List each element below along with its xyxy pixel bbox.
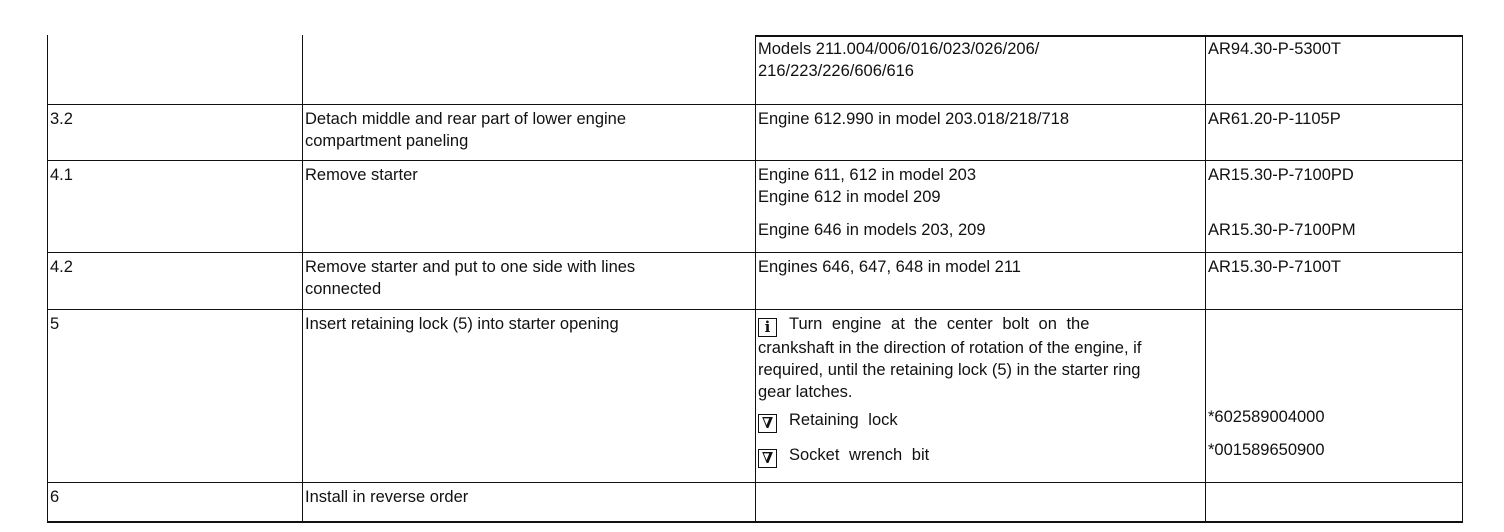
action-cell <box>302 105 755 160</box>
reference-cell <box>1205 310 1463 482</box>
condition-cell <box>755 35 1205 104</box>
condition-cell <box>755 161 1205 252</box>
reference-cell <box>1205 105 1463 160</box>
action-cell <box>302 310 755 482</box>
condition-text: Engine 612.990 in model 203.018/218/718 <box>758 110 1070 128</box>
table-row <box>47 309 1463 482</box>
condition-cell <box>755 310 1205 482</box>
special-tool-item <box>758 409 1165 433</box>
action-text: Insert retaining lock (5) into starter opening <box>305 315 619 333</box>
special-tool-icon: ∇ <box>758 414 777 433</box>
step-number-cell: 4.2 <box>47 253 302 309</box>
spacer <box>1208 313 1462 406</box>
special-tool-label: Retaining lock <box>789 411 898 429</box>
tool-part-number[interactable]: *001589650900 <box>1208 441 1325 459</box>
reference-link[interactable]: AR15.30-P-7100PM <box>1208 221 1356 239</box>
reference-cell <box>1205 253 1463 309</box>
action-text: Detach middle and rear part of lower engine compartment paneling <box>305 110 627 150</box>
reference-cell <box>1205 161 1463 252</box>
table-row <box>47 482 1463 523</box>
action-cell: Install in reverse order <box>302 483 755 521</box>
action-cell: Remove starter <box>302 161 755 252</box>
work-steps-table <box>47 35 1463 523</box>
table-row <box>47 252 1463 309</box>
action-text: Remove starter and put to one side with lines connected <box>305 258 636 298</box>
reference-cell <box>1205 483 1463 521</box>
condition-text: Engine 612 in model 209 <box>758 188 941 206</box>
table-row <box>47 160 1463 252</box>
condition-cell <box>755 105 1205 160</box>
special-tool-label: Socket wrench bit <box>789 446 930 464</box>
reference-link[interactable]: AR61.20-P-1105P <box>1208 110 1341 128</box>
action-cell <box>302 253 755 309</box>
reference-link[interactable]: AR15.30-P-7100PD <box>1208 166 1354 184</box>
reference-link[interactable]: AR15.30-P-7100T <box>1208 258 1341 276</box>
special-tool-icon: ∇ <box>758 449 777 468</box>
info-icon: i <box>758 318 777 337</box>
info-note <box>758 313 1165 403</box>
step-number-cell: 6 <box>47 483 302 521</box>
condition-cell <box>755 253 1205 309</box>
step-number-cell: 3.2 <box>47 105 302 160</box>
condition-text: Engine 611, 612 in model 203 <box>758 166 977 184</box>
special-tool-item <box>758 444 1165 468</box>
step-number-cell <box>47 35 302 104</box>
reference-link[interactable]: AR94.30-P-5300T <box>1208 40 1341 58</box>
condition-cell <box>755 483 1205 521</box>
info-note-text: crankshaft in the direction of rotation of the engine, if required, until the retaining lock (5) in the starter ring gear latches. <box>758 339 1142 401</box>
table-row <box>47 35 1463 104</box>
reference-cell <box>1205 35 1463 104</box>
tool-part-number[interactable]: *602589004000 <box>1208 408 1325 426</box>
condition-text: Engine 646 in models 203, 209 <box>758 221 986 239</box>
info-note-lead: Turn engine at the center bolt on the <box>789 315 1090 333</box>
condition-text: Models 211.004/006/016/023/026/206/ 216/223/226/606/616 <box>758 40 1040 80</box>
table-row <box>47 104 1463 160</box>
step-number-cell: 5 <box>47 310 302 482</box>
step-number-cell: 4.1 <box>47 161 302 252</box>
condition-text: Engines 646, 647, 648 in model 211 <box>758 258 1021 276</box>
action-cell <box>302 35 755 104</box>
